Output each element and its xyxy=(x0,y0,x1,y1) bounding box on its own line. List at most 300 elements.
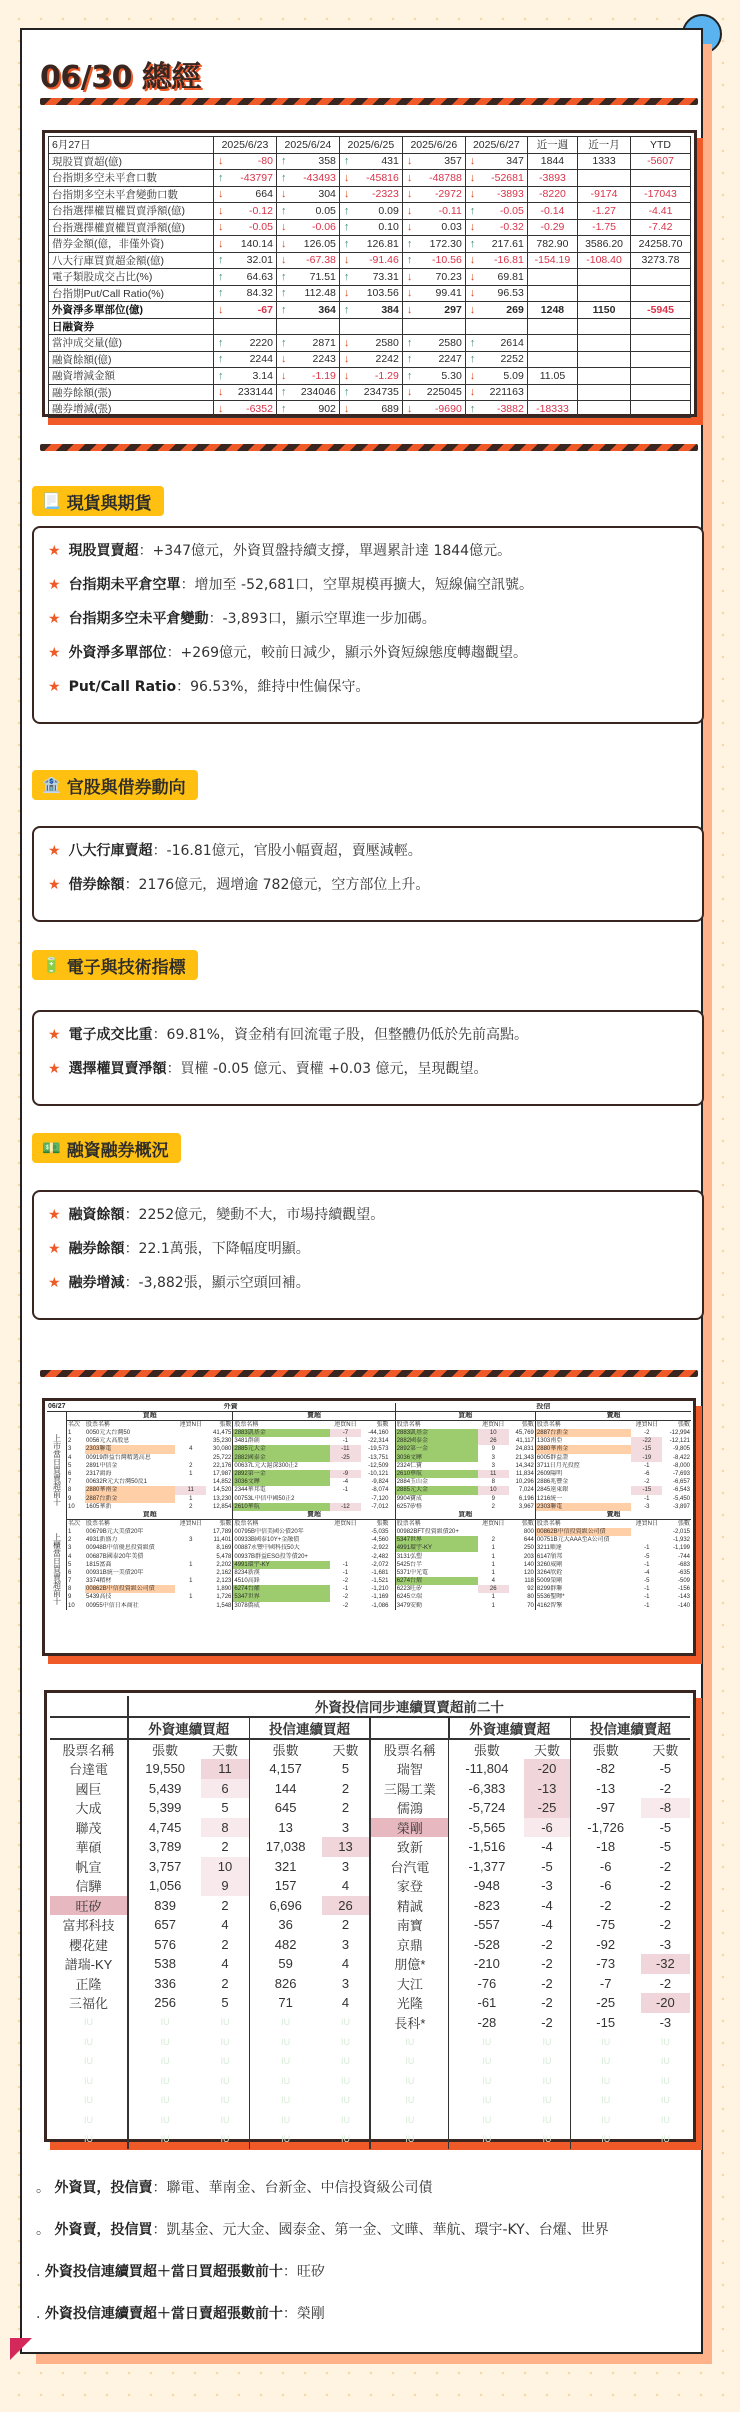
stock-name: 1303南亞 xyxy=(535,1437,631,1445)
stock-name: 三福化 xyxy=(68,1996,108,2012)
ytd-cell xyxy=(631,269,691,286)
days-cell: -2 xyxy=(659,1897,672,1913)
arrow-up-icon: ↑ xyxy=(339,302,353,319)
week-cell: -0.14 xyxy=(527,203,577,220)
value-cell: -9690 xyxy=(416,401,465,418)
week-cell: -154.19 xyxy=(527,252,577,269)
stock-name: 00937B群益ESG投等債20+ xyxy=(233,1552,330,1560)
arrow-up-icon: ↑ xyxy=(402,252,416,269)
stock-name: 4991環宇-KY xyxy=(395,1544,478,1552)
qty-cell: -9,805 xyxy=(672,1446,690,1453)
value-cell: 384 xyxy=(353,302,402,319)
qty-cell: -6 xyxy=(570,1876,641,1896)
value-cell: 99.41 xyxy=(416,285,465,302)
streak-cell: -2 xyxy=(644,1430,650,1437)
stock-name: 00862B中信投資級公司債 xyxy=(535,1528,631,1536)
bullet-desc: ：22.1萬張，下降幅度明顯。 xyxy=(124,1241,310,1257)
qty-cell: 5,439 xyxy=(128,1779,201,1799)
streak-cell: 2 xyxy=(491,1537,495,1544)
days-cell: 11 xyxy=(201,1759,249,1779)
qty-cell: -75 xyxy=(570,1915,641,1935)
value-cell xyxy=(416,318,465,335)
table-row xyxy=(47,1437,691,1445)
ytd-cell xyxy=(631,351,691,368)
qty-cell: -156 xyxy=(677,1586,690,1593)
table-row xyxy=(50,1779,690,1799)
empty-cell: IU xyxy=(249,2052,322,2072)
week-cell: 782.90 xyxy=(527,236,577,253)
days-cell: -4 xyxy=(541,1917,553,1933)
section-tag xyxy=(32,1133,181,1163)
bullet-key: 融資餘額 xyxy=(68,1207,125,1223)
date-cell: 06/27 xyxy=(48,1403,66,1410)
week-cell xyxy=(527,351,577,368)
qty-header: 張數 xyxy=(376,1422,389,1428)
qty-cell: 3,789 xyxy=(128,1837,201,1857)
qty-cell: 3,967 xyxy=(518,1503,534,1510)
days-cell: 2 xyxy=(341,1917,350,1933)
section-box xyxy=(32,826,704,922)
value-cell: 96.53 xyxy=(479,285,527,302)
days-cell: -6 xyxy=(524,1818,570,1838)
value-cell: -3882 xyxy=(479,401,527,418)
qty-cell: 256 xyxy=(128,1993,201,2013)
streak-cell xyxy=(175,1437,206,1445)
stock-name: 京鼎 xyxy=(370,1935,449,1955)
empty-cell: IU xyxy=(370,2091,449,2111)
bullet-item xyxy=(48,1060,684,1078)
week-cell: 11.05 xyxy=(527,368,577,385)
arrow-down-icon: ↓ xyxy=(213,236,227,253)
star-icon: ★ xyxy=(48,543,61,559)
streak-cell: -1 xyxy=(342,1586,349,1593)
stock-name: 信驊 xyxy=(75,1879,102,1895)
group-header: 外資連續賣超 xyxy=(449,1717,570,1739)
qty-cell: -1,377 xyxy=(449,1857,524,1877)
qty-cell: 1,056 xyxy=(128,1876,201,1896)
stock-name: 3711日月光投控 xyxy=(535,1462,631,1470)
empty-cell: IU xyxy=(220,2036,230,2047)
bullet-text xyxy=(69,876,430,894)
value-cell: 84.32 xyxy=(227,285,276,302)
empty-cell: IU xyxy=(220,2095,230,2106)
ytd-cell: -5607 xyxy=(631,153,691,170)
value-cell: 0.10 xyxy=(353,219,402,236)
value-cell: 3.14 xyxy=(227,368,276,385)
stock-name: 2880華南金 xyxy=(535,1445,631,1453)
value-cell: -67.38 xyxy=(290,252,339,269)
stock-name: 儒鴻 xyxy=(370,1798,449,1818)
streak-cell: 3 xyxy=(491,1462,495,1469)
bullet-item xyxy=(48,576,684,594)
value-cell: -0.32 xyxy=(479,219,527,236)
bullet-item xyxy=(48,1274,684,1292)
qty-cell: -12,509 xyxy=(368,1462,389,1469)
qty-cell: 35,230 xyxy=(213,1438,232,1445)
column-header: 2025/6/27 xyxy=(465,137,527,154)
stock-name: 2303聯電 xyxy=(85,1445,175,1453)
qty-cell: 4,745 xyxy=(128,1818,201,1838)
column-header: 2025/6/23 xyxy=(213,137,276,154)
qty-cell: -948 xyxy=(449,1876,524,1896)
stock-name: 大成 xyxy=(75,1801,102,1817)
bullet-text xyxy=(69,542,512,560)
streak-cell: 9 xyxy=(491,1446,495,1453)
bullet-icon: . xyxy=(36,2264,41,2280)
bullet-text xyxy=(69,678,370,696)
streak-cell: 1 xyxy=(189,1471,193,1478)
star-icon: ★ xyxy=(48,1275,61,1291)
arrow-down-icon: ↓ xyxy=(339,401,353,418)
qty-cell: 14,520 xyxy=(213,1487,232,1494)
bullet-desc: ：+347億元，外資買盤持續支撐，單週累計達 1844億元。 xyxy=(138,543,512,559)
streak-cell: -1 xyxy=(644,1594,650,1601)
streak-cell: 2 xyxy=(189,1462,193,1469)
streak-cell xyxy=(478,1528,509,1536)
qty-cell: 25,722 xyxy=(213,1454,232,1461)
row-label: 融資增減金額 xyxy=(49,368,214,385)
rank-cell: 6 xyxy=(68,1569,72,1576)
days-cell: 6 xyxy=(201,1779,249,1799)
table-row xyxy=(49,285,691,302)
buy-header: 買超 xyxy=(67,1412,233,1421)
qty-cell: -6,657 xyxy=(672,1479,690,1486)
value-cell: -10.56 xyxy=(416,252,465,269)
empty-cell: IU xyxy=(249,2013,322,2033)
qty-cell: 839 xyxy=(128,1896,201,1916)
empty-cell: IU xyxy=(220,2134,230,2145)
ytd-cell xyxy=(631,401,691,418)
qty-cell: 17,789 xyxy=(213,1528,232,1535)
month-cell xyxy=(578,368,631,385)
empty-cell: IU xyxy=(83,2036,93,2047)
stock-name: 0050元大台灣50 xyxy=(86,1430,131,1437)
section-tag xyxy=(32,770,198,800)
table-row xyxy=(49,318,691,335)
days-cell: 4 xyxy=(341,1878,350,1894)
stock-name: 2845遠東銀 xyxy=(535,1486,631,1494)
streak-cell: 2 xyxy=(491,1503,495,1510)
arrow-up-icon: ↑ xyxy=(465,236,479,253)
value-cell: 70.23 xyxy=(416,269,465,286)
bullet-item xyxy=(48,644,684,662)
table-row xyxy=(50,1915,690,1935)
arrow-down-icon: ↓ xyxy=(465,302,479,319)
stock-name: 00632R元大台灣50反1 xyxy=(86,1479,148,1486)
stock-name: 2886兆豐金 xyxy=(535,1478,631,1486)
title-divider xyxy=(40,98,698,105)
column-header: 2025/6/26 xyxy=(402,137,465,154)
table-row xyxy=(50,2032,690,2052)
qty-cell: -1,932 xyxy=(672,1537,690,1544)
arrow-down-icon: ↓ xyxy=(213,302,227,319)
star-icon: ★ xyxy=(48,679,61,695)
empty-cell: IU xyxy=(220,2075,230,2086)
week-cell xyxy=(527,335,577,352)
bullet-text xyxy=(69,1274,310,1292)
empty-cell: IU xyxy=(449,2130,524,2150)
value-cell: 269 xyxy=(479,302,527,319)
qty-cell: 8,169 xyxy=(216,1545,232,1552)
value-cell: 69.81 xyxy=(479,269,527,286)
days-cell: 5 xyxy=(341,1761,350,1777)
bank-icon: 🏦 xyxy=(42,776,61,794)
bullet-desc: ：-3,893口，顯示空單進一步加碼。 xyxy=(208,611,436,627)
bullet-key: 電子成交比重 xyxy=(68,1027,153,1043)
qty-cell: 2,123 xyxy=(216,1578,232,1585)
value-cell: 2871 xyxy=(290,335,339,352)
empty-cell: IU xyxy=(660,2036,670,2047)
empty-cell: IU xyxy=(83,2056,93,2067)
qty-cell: -12,121 xyxy=(669,1438,690,1445)
value-cell: 225045 xyxy=(416,384,465,401)
arrow-down-icon: ↓ xyxy=(276,351,290,368)
value-cell: 71.51 xyxy=(290,269,339,286)
stock-name: 2883凱基金 xyxy=(395,1429,478,1437)
stock-name: 2324仁寶 xyxy=(395,1462,478,1470)
stock-name: 2887台新金 xyxy=(85,1495,175,1503)
qty-cell: -61 xyxy=(449,1993,524,2013)
rank-cell: 2 xyxy=(68,1537,72,1544)
value-cell: 0.09 xyxy=(353,203,402,220)
days-cell: -20 xyxy=(641,1993,690,2013)
days-cell: 4 xyxy=(341,1956,350,1972)
section-title: 電子與技術指標 xyxy=(66,957,186,978)
empty-cell: IU xyxy=(340,2095,350,2106)
streak-cell: -2 xyxy=(644,1479,650,1486)
arrow-up-icon: ↑ xyxy=(402,351,416,368)
bullet-text xyxy=(69,1060,488,1078)
qty-cell: 70 xyxy=(527,1602,534,1609)
stock-name: 00751B元大AAA至A公司債 xyxy=(535,1536,631,1544)
empty-cell: IU xyxy=(370,2110,449,2130)
stock-name: 6147頎邦 xyxy=(535,1552,631,1560)
sync-table-image xyxy=(44,1690,696,2145)
empty-cell: IU xyxy=(449,2071,524,2091)
streak-cell: 10 xyxy=(478,1429,509,1437)
empty-cell: IU xyxy=(570,2130,641,2150)
qty-cell: 22,176 xyxy=(213,1462,232,1469)
qty-cell: -82 xyxy=(570,1759,641,1779)
rank-cell: 9 xyxy=(68,1594,72,1601)
qty-cell: 157 xyxy=(249,1876,322,1896)
foreign-header: 外資 xyxy=(67,1403,396,1412)
star-icon: ★ xyxy=(48,1027,61,1043)
section-title: 融資融券概況 xyxy=(66,1140,169,1161)
qty-cell: -210 xyxy=(449,1954,524,1974)
table-row xyxy=(47,1511,691,1520)
qty-cell: 21,343 xyxy=(515,1454,534,1461)
section-box xyxy=(32,526,704,724)
value-cell: -67 xyxy=(227,302,276,319)
value-cell: 2220 xyxy=(227,335,276,352)
value-cell: 304 xyxy=(290,186,339,203)
arrow-up-icon: ↑ xyxy=(339,269,353,286)
stock-name: 2317鴻海 xyxy=(86,1471,112,1478)
stock-name: 2609陽明 xyxy=(535,1470,631,1478)
ytd-cell xyxy=(631,368,691,385)
qty-header: 張數 xyxy=(570,1739,641,1759)
arrow-up-icon: ↑ xyxy=(276,285,290,302)
rank-cell: 3 xyxy=(68,1545,72,1552)
stock-name: 3264欣銓 xyxy=(535,1569,631,1577)
stock-name: 譜瑞-KY xyxy=(64,1957,113,1973)
streak-cell: -11 xyxy=(330,1445,361,1453)
qty-cell: -557 xyxy=(449,1915,524,1935)
arrow-down-icon: ↓ xyxy=(402,269,416,286)
value-cell: 364 xyxy=(290,302,339,319)
qty-cell: -19,573 xyxy=(368,1446,389,1453)
table-row xyxy=(50,1717,690,1739)
bullet-text xyxy=(69,610,436,628)
qty-cell: -13 xyxy=(570,1779,641,1799)
qty-cell: 120 xyxy=(523,1569,534,1576)
bullet-item xyxy=(48,1026,684,1044)
qty-header: 張數 xyxy=(249,1739,322,1759)
stock-name: 00933B國泰10Y+金融債 xyxy=(233,1536,330,1544)
bullet-desc: ：買權 -0.05 億元、賣權 +0.03 億元，呈現觀望。 xyxy=(166,1061,488,1077)
side-label: 上櫃當日買賣超前十 xyxy=(47,1528,67,1610)
rank-cell: 10 xyxy=(68,1503,75,1510)
streak-cell xyxy=(175,1429,206,1437)
stock-name: 2892第一金 xyxy=(395,1445,478,1453)
month-cell xyxy=(578,285,631,302)
qty-cell: 1,548 xyxy=(216,1602,232,1609)
star-icon: ★ xyxy=(48,645,61,661)
arrow-down-icon: ↓ xyxy=(339,170,353,187)
table-row xyxy=(49,219,691,236)
stock-name: 6257矽格 xyxy=(395,1503,478,1511)
value-cell: -43493 xyxy=(290,170,339,187)
empty-cell: IU xyxy=(542,2075,552,2086)
value-cell xyxy=(290,318,339,335)
streak-header: 連買N日 xyxy=(482,1422,505,1428)
stock-name: 5347世界 xyxy=(395,1536,478,1544)
name-header: 股票名稱 xyxy=(86,1422,111,1428)
week-cell: 1844 xyxy=(527,153,577,170)
qty-cell: 657 xyxy=(128,1915,201,1935)
row-label: 日融資券 xyxy=(49,318,214,335)
value-cell: -48788 xyxy=(416,170,465,187)
ytd-cell xyxy=(631,170,691,187)
qty-cell: 80 xyxy=(527,1594,534,1601)
section-tag xyxy=(32,486,164,516)
table-row xyxy=(50,2130,690,2150)
top10-table-image xyxy=(42,1398,696,1656)
table-row xyxy=(47,1552,691,1560)
arrow-down-icon: ↓ xyxy=(465,269,479,286)
qty-cell: 17,038 xyxy=(249,1837,322,1857)
rank-cell: 1 xyxy=(68,1430,72,1437)
qty-cell: 11,401 xyxy=(213,1537,232,1544)
rank-cell: 4 xyxy=(68,1454,72,1461)
days-cell: 2 xyxy=(221,1936,229,1952)
qty-cell: 2,202 xyxy=(216,1561,232,1568)
qty-cell: 45,769 xyxy=(515,1430,534,1437)
streak-cell: 11 xyxy=(478,1470,509,1478)
qty-cell: -73 xyxy=(570,1954,641,1974)
value-cell: -6352 xyxy=(227,401,276,418)
qty-cell: 250 xyxy=(523,1545,534,1552)
rank-cell: 2 xyxy=(68,1438,72,1445)
value-cell xyxy=(479,318,527,335)
stock-name: 8299群聯 xyxy=(535,1585,631,1593)
blank-cell xyxy=(50,1717,128,1739)
qty-cell: 5,478 xyxy=(216,1553,232,1560)
table-row xyxy=(50,2071,690,2091)
value-cell: 2580 xyxy=(416,335,465,352)
stock-name: 3131弘塑 xyxy=(395,1552,478,1560)
bullet-text xyxy=(69,842,422,860)
empty-cell: IU xyxy=(128,2052,201,2072)
rank-cell: 5 xyxy=(68,1561,72,1568)
bullet-key: 選擇權買賣淨額 xyxy=(68,1061,167,1077)
streak-cell: -1 xyxy=(342,1561,349,1568)
note-text: ：榮剛 xyxy=(282,2306,325,2322)
streak-cell: -9 xyxy=(330,1470,361,1478)
streak-header: 連買N日 xyxy=(179,1520,202,1527)
days-cell: 26 xyxy=(322,1896,371,1916)
bullet-key: 融券增減 xyxy=(68,1275,125,1291)
column-header: 6月27日 xyxy=(49,137,214,154)
sell-header: 賣超 xyxy=(233,1511,395,1520)
qty-cell: -18 xyxy=(570,1837,641,1857)
days-cell: 10 xyxy=(201,1857,249,1877)
value-cell: 5.30 xyxy=(416,368,465,385)
stock-name: 光隆 xyxy=(370,1993,449,2013)
stock-name: 5009榮剛 xyxy=(535,1577,631,1585)
empty-cell: IU xyxy=(340,2075,350,2086)
qty-cell: -5,724 xyxy=(449,1798,524,1818)
empty-cell: IU xyxy=(660,2075,670,2086)
stock-name: 三陽工業 xyxy=(370,1779,449,1799)
table-row xyxy=(50,1857,690,1877)
week-cell: 1248 xyxy=(527,302,577,319)
value-cell: 126.81 xyxy=(353,236,402,253)
stock-name: 3211順達 xyxy=(535,1544,631,1552)
star-icon: ★ xyxy=(48,1241,61,1257)
streak-cell: 1 xyxy=(491,1545,495,1552)
qty-cell: 92 xyxy=(527,1586,534,1593)
qty-header: 張數 xyxy=(521,1422,534,1428)
rank-cell: 5 xyxy=(68,1462,72,1469)
streak-cell xyxy=(175,1552,206,1560)
qty-cell: 14,852 xyxy=(213,1479,232,1486)
streak-cell: 10 xyxy=(478,1486,509,1494)
empty-cell: IU xyxy=(370,2032,449,2052)
arrow-up-icon: ↑ xyxy=(213,351,227,368)
empty-cell: IU xyxy=(128,2013,201,2033)
days-cell: -5 xyxy=(659,1761,672,1777)
value-cell: 64.63 xyxy=(227,269,276,286)
sell-header: 賣超 xyxy=(535,1412,691,1421)
arrow-down-icon: ↓ xyxy=(402,219,416,236)
streak-cell: -5 xyxy=(644,1553,650,1560)
days-cell: 9 xyxy=(201,1876,249,1896)
stock-name: 國巨 xyxy=(75,1781,102,1797)
arrow-down-icon: ↓ xyxy=(276,236,290,253)
table-row xyxy=(47,1593,691,1601)
arrow-down-icon: ↓ xyxy=(213,203,227,220)
qty-cell: -635 xyxy=(677,1569,690,1576)
stock-name: 00919群益台灣精選高息 xyxy=(86,1454,151,1461)
stock-name: 6274台燿 xyxy=(395,1577,478,1585)
streak-cell: -12 xyxy=(330,1503,361,1511)
stock-name: 3036文曄 xyxy=(395,1454,478,1462)
streak-cell: -1 xyxy=(342,1487,349,1494)
table-row xyxy=(49,170,691,187)
streak-cell: -1 xyxy=(644,1561,650,1568)
